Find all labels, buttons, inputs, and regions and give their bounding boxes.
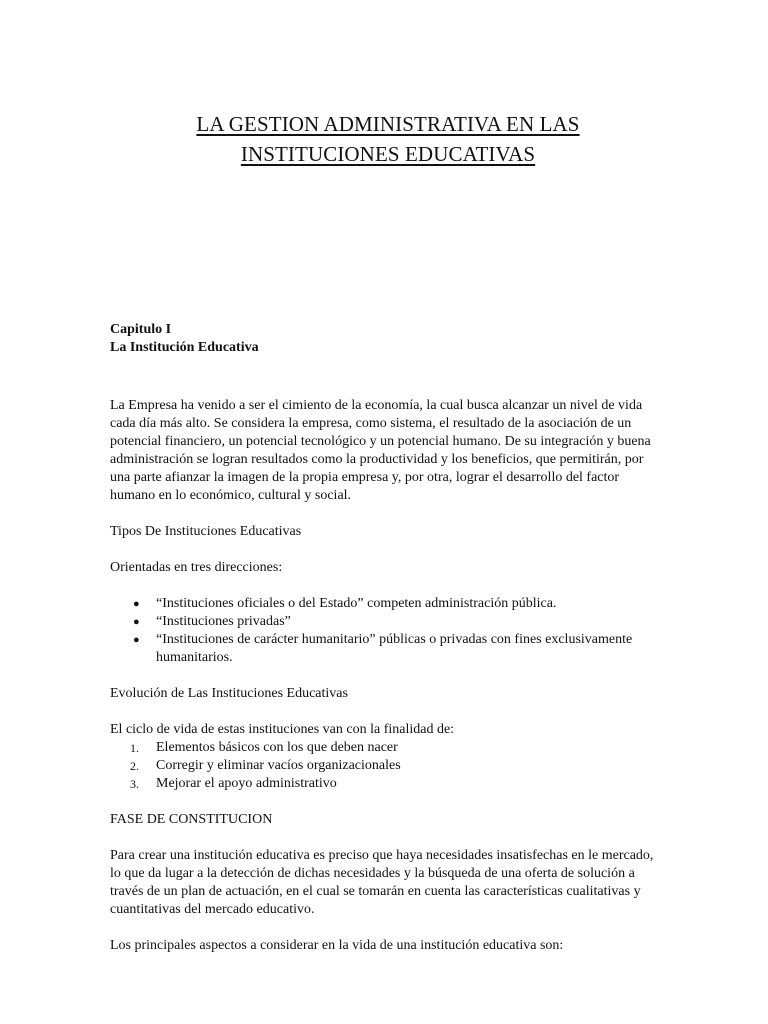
evolucion-heading: Evolución de Las Instituciones Educativas	[110, 686, 348, 701]
orientadas-text: Orientadas en tres direcciones:	[110, 560, 283, 575]
bullet-list	[110, 595, 658, 667]
item-number: 2.	[130, 759, 139, 773]
chapter-title: La Institución Educativa	[110, 340, 259, 355]
numbered-item	[110, 757, 658, 775]
title-line-2: INSTITUCIONES EDUCATIVAS	[240, 142, 536, 166]
tipos-heading: Tipos De Instituciones Educativas	[110, 524, 302, 539]
fase-heading: FASE DE CONSTITUCION	[110, 812, 273, 827]
fase-paragraph: Para crear una institución educativa es preciso que haya necesidades insatisfechas en le mercado, lo que da lugar a la detección de dichas necesidades y la búsqueda de una oferta de solución a través de un plan de actuación, en el cual se tomarán en cuenta las características cualitativas y cuantitativas del mercado educativo.	[110, 848, 654, 917]
item-number: 1.	[130, 741, 139, 755]
ciclo-intro: El ciclo de vida de estas instituciones van con la finalidad de:	[110, 722, 455, 737]
item-text: Elementos básicos con los que deben nacer	[156, 740, 398, 755]
item-text: Mejorar el apoyo administrativo	[156, 776, 337, 791]
bullet-item: ● “Instituciones de carácter humanitario” públicas o privadas con fines exclusivamente humanitarios.	[110, 631, 658, 667]
bullet-item: ● “Instituciones oficiales o del Estado” competen administración pública.	[110, 595, 658, 613]
title-line-1: LA GESTION ADMINISTRATIVA EN LAS	[196, 112, 580, 136]
principales-text: Los principales aspectos a considerar en la vida de una institución educativa son:	[110, 938, 564, 953]
chapter-label: Capitulo I	[110, 322, 172, 337]
numbered-item	[110, 775, 658, 793]
numbered-item	[110, 739, 658, 757]
numbered-list	[110, 739, 658, 793]
item-number: 3.	[130, 777, 139, 791]
document-body	[110, 321, 658, 955]
bullet-item: ● “Instituciones privadas”	[110, 613, 658, 631]
intro-paragraph: La Empresa ha venido a ser el cimiento de la economía, la cual busca alcanzar un nivel de vida cada día más alto. Se considera la empresa, como sistema, el resultado de la asociación de un potencial financiero, un potencial tecnológico y un potencial humano. De su integración y buena administración se logran resultados como la productividad y los beneficios, que permitirán, por una parte afianzar la imagen de la propia empresa y, por otra, lograr el desarrollo del factor humano en lo económico, cultural y social.	[110, 398, 651, 503]
document-title	[0, 109, 768, 169]
item-text: Corregir y eliminar vacíos organizacionales	[156, 758, 401, 773]
